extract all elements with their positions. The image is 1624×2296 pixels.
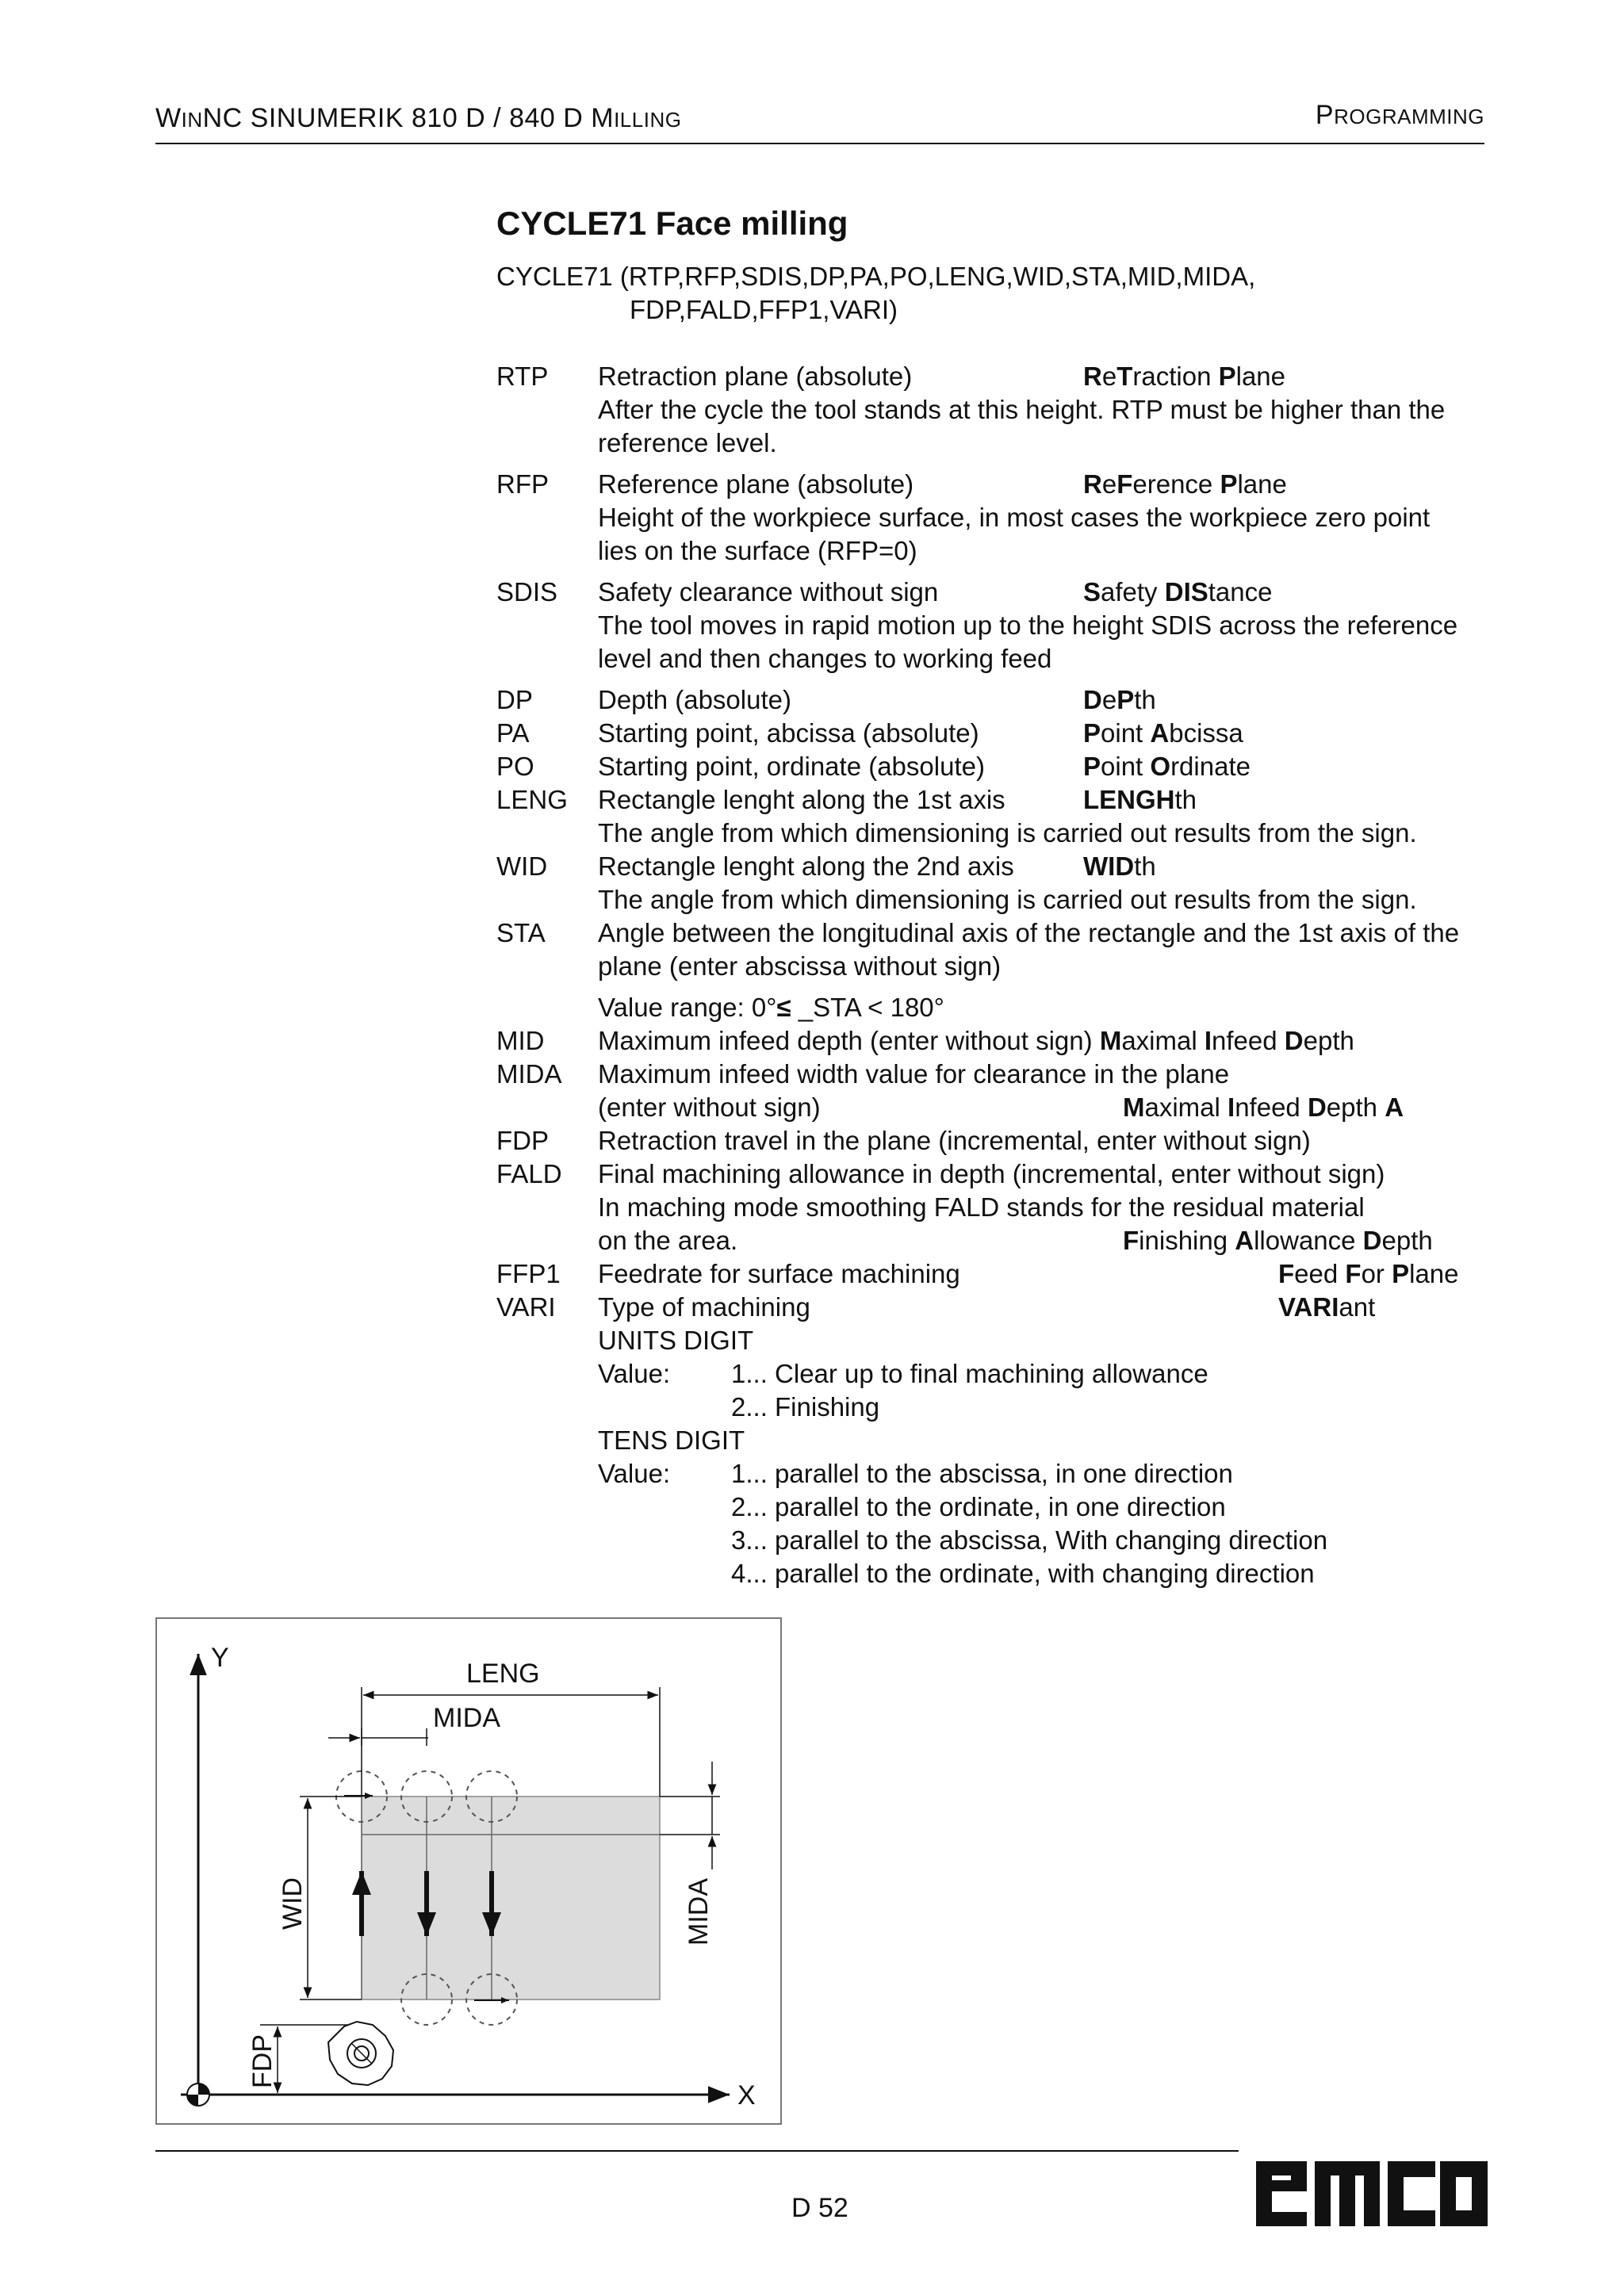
param-sdis — [496, 576, 1488, 609]
param-rfp — [496, 468, 1488, 501]
param-name: MIDA — [496, 1059, 562, 1089]
value-option: 1... Clear up to final machining allowance — [731, 1359, 1208, 1388]
param-desc: Retraction plane (absolute) — [598, 362, 913, 391]
param-desc: Type of machining — [598, 1292, 810, 1322]
param-desc: Retraction travel in the plane (incremental, enter without sign) — [598, 1126, 1311, 1155]
param-name: LENG — [496, 785, 568, 814]
param-detail: The angle from which dimensioning is carried out results from the sign. — [598, 885, 1417, 914]
param-mnemonic: WIDth — [1083, 851, 1156, 881]
param-detail: lies on the surface (RFP=0) — [598, 536, 917, 565]
param-name: MID — [496, 1026, 545, 1055]
param-mnemonic: Finishing Allowance Depth — [1123, 1226, 1433, 1255]
param-desc: Maximum infeed depth (enter without sign) Maximal Infeed Depth — [598, 1026, 1354, 1055]
param-name: DP — [496, 685, 533, 714]
param-sta — [496, 916, 1488, 950]
param-detail: level and then changes to working feed — [598, 644, 1052, 673]
mida-top-label: MIDA — [433, 1703, 500, 1733]
param-name: RTP — [496, 362, 549, 391]
y-axis-label: Y — [211, 1643, 229, 1673]
header-divider — [155, 143, 1484, 144]
param-desc: Starting point, abcissa (absolute) — [598, 718, 979, 748]
face-milling-diagram — [155, 1617, 782, 2125]
param-fdp — [496, 1124, 1488, 1158]
param-dp — [496, 683, 1488, 717]
running-header-title: WINNC SINUMERIK 810 D / 840 D MILLING — [155, 103, 682, 133]
param-detail: Height of the workpiece surface, in most cases the workpiece zero point — [598, 503, 1431, 532]
param-fald — [496, 1158, 1488, 1191]
section-title: CYCLE71 Face milling — [496, 205, 848, 242]
param-value-range: Value range: 0°≤ _STA < 180° — [598, 993, 944, 1022]
param-desc: Starting point, ordinate (absolute) — [598, 752, 985, 781]
param-mnemonic: ReFerence Plane — [1083, 469, 1287, 499]
param-name: PO — [496, 752, 534, 781]
param-name: WID — [496, 851, 548, 881]
param-mnemonic: LENGHth — [1083, 785, 1197, 814]
param-mnemonic: Point Ordinate — [1083, 752, 1251, 781]
cycle-signature-line-1: CYCLE71 (RTP,RFP,SDIS,DP,PA,PO,LENG,WID,STA,MID,MIDA, — [496, 262, 1256, 291]
param-mnemonic: DePth — [1083, 685, 1156, 714]
workpiece-rectangle — [362, 1797, 660, 1999]
param-mnemonic: Safety DIStance — [1083, 577, 1273, 607]
param-detail: The tool moves in rapid motion up to the height SDIS across the reference — [598, 610, 1458, 640]
mida-side-label: MIDA — [684, 1878, 714, 1946]
param-desc: Rectangle lenght along the 1st axis — [598, 785, 1005, 814]
param-ffp1 — [496, 1257, 1488, 1291]
value-option: 1... parallel to the abscissa, in one direction — [731, 1459, 1233, 1488]
face-milling-drawing — [157, 1619, 780, 2123]
param-name: FALD — [496, 1159, 562, 1188]
param-name: RFP — [496, 469, 549, 499]
param-name: SDIS — [496, 577, 558, 607]
param-mnemonic: Point Abcissa — [1083, 718, 1243, 748]
value-option: 3... parallel to the abscissa, With changing direction — [731, 1525, 1328, 1555]
param-name: FFP1 — [496, 1259, 561, 1288]
leng-label: LENG — [466, 1659, 540, 1689]
value-label: Value: — [598, 1459, 671, 1488]
param-pa — [496, 717, 1488, 750]
param-vari — [496, 1291, 1488, 1324]
fdp-label: FDP — [247, 2034, 278, 2088]
param-mida — [496, 1058, 1488, 1091]
workpiece-zero-icon — [187, 2084, 209, 2106]
page-number: D 52 — [791, 2193, 848, 2223]
param-desc: Depth (absolute) — [598, 685, 791, 714]
footer-divider — [155, 2150, 1239, 2152]
value-option: 2... parallel to the ordinate, in one direction — [731, 1492, 1226, 1521]
param-mnemonic: VARIant — [1278, 1292, 1376, 1322]
wid-label: WID — [278, 1877, 308, 1930]
param-desc: Maximum infeed width value for clearance in the plane — [598, 1059, 1230, 1089]
param-rtp — [496, 360, 1488, 393]
milling-cutter-icon — [328, 2022, 393, 2085]
param-desc: Rectangle lenght along the 2nd axis — [598, 851, 1014, 881]
param-detail: In maching mode smoothing FALD stands for the residual material — [598, 1192, 1365, 1222]
param-detail: reference level. — [598, 428, 777, 457]
param-name: STA — [496, 918, 546, 947]
cycle-signature-line-2: FDP,FALD,FFP1,VARI) — [630, 295, 898, 324]
x-axis-label: X — [737, 2080, 756, 2110]
param-desc: Feedrate for surface machining — [598, 1259, 960, 1288]
tens-digit-heading: TENS DIGIT — [598, 1425, 745, 1455]
param-detail: After the cycle the tool stands at this height. RTP must be higher than the — [598, 395, 1446, 424]
param-mnemonic: Feed For Plane — [1278, 1259, 1459, 1288]
param-detail: on the area. — [598, 1226, 738, 1255]
param-leng — [496, 783, 1488, 817]
param-desc: Safety clearance without sign — [598, 577, 939, 607]
param-detail: Angle between the longitudinal axis of the rectangle and the 1st axis of the — [598, 918, 1460, 947]
param-name: VARI — [496, 1292, 556, 1322]
param-mnemonic: Maximal Infeed Depth A — [1123, 1093, 1404, 1122]
param-desc: Reference plane (absolute) — [598, 469, 914, 499]
value-label: Value: — [598, 1359, 671, 1388]
param-po — [496, 750, 1488, 783]
value-option: 2... Finishing — [731, 1392, 880, 1422]
param-detail: plane (enter abscissa without sign) — [598, 951, 1002, 981]
units-digit-heading: UNITS DIGIT — [598, 1326, 754, 1355]
param-mid — [496, 1024, 1488, 1058]
param-desc: Final machining allowance in depth (incremental, enter without sign) — [598, 1159, 1385, 1188]
param-detail: The angle from which dimensioning is carried out results from the sign. — [598, 818, 1417, 848]
param-mnemonic: ReTraction Plane — [1083, 362, 1285, 391]
running-header-section: PROGRAMMING — [1315, 100, 1484, 130]
param-name: FDP — [496, 1126, 549, 1155]
emco-logo — [1256, 2145, 1488, 2229]
param-detail: (enter without sign) — [598, 1093, 821, 1122]
value-option: 4... parallel to the ordinate, with changing direction — [731, 1559, 1315, 1588]
parameter-list — [496, 360, 1488, 1590]
param-name: PA — [496, 718, 530, 748]
param-wid — [496, 850, 1488, 883]
